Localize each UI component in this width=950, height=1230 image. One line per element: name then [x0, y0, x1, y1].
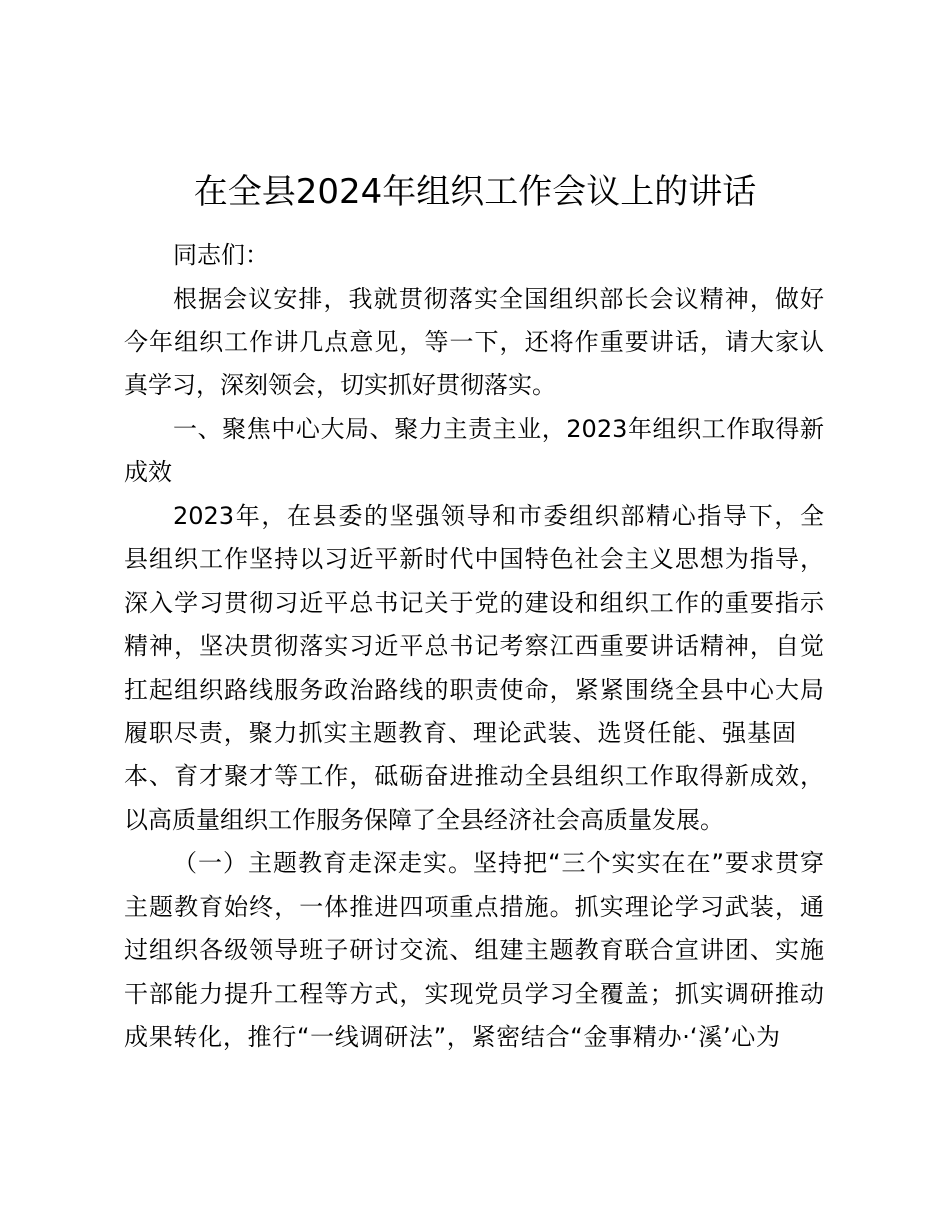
section-heading: 一、聚焦中心大局、聚力主责主业，2023年组织工作取得新: [173, 415, 824, 443]
paragraph-line: （一）主题教育走深走实。坚持把“三个实实在在”要求贯穿: [173, 849, 824, 877]
paragraph-line: 以高质量组织工作服务保障了全县经济社会高质量发展。: [124, 806, 724, 834]
document-title: 在全县2024年组织工作会议上的讲话: [193, 172, 757, 212]
salutation: 同志们：: [173, 241, 269, 269]
paragraph-line: 履职尽责，聚力抓实主题教育、理论武装、选贤任能、强基固: [124, 719, 796, 747]
paragraph-line: 主题教育始终，一体推进四项重点措施。抓实理论学习武装，通: [124, 893, 824, 921]
paragraph-line: 深入学习贯彻习近平总书记关于党的建设和组织工作的重要指示: [124, 589, 824, 617]
paragraph-line: 县组织工作坚持以习近平新时代中国特色社会主义思想为指导，: [124, 545, 824, 573]
paragraph-line: 成果转化，推行“一线调研法”，紧密结合“金事精办·‘溪’心为: [124, 1023, 780, 1051]
paragraph-line: 根据会议安排，我就贯彻落实全国组织部长会议精神，做好: [173, 285, 824, 313]
paragraph-line: 2023年，在县委的坚强领导和市委组织部精心指导下，全: [173, 502, 824, 530]
paragraph-line: 扛起组织路线服务政治路线的职责使命，紧紧围绕全县中心大局: [124, 676, 824, 704]
section-heading: 成效: [124, 458, 172, 486]
paragraph-line: 精神，坚决贯彻落实习近平总书记考察江西重要讲话精神，自觉: [124, 632, 824, 660]
paragraph-line: 本、育才聚才等工作，砥砺奋进推动全县组织工作取得新成效，: [124, 762, 824, 790]
paragraph-line: 过组织各级领导班子研讨交流、组建主题教育联合宣讲团、实施: [124, 936, 824, 964]
paragraph-line: 干部能力提升工程等方式，实现党员学习全覆盖；抓实调研推动: [124, 980, 824, 1008]
paragraph-line: 真学习，深刻领会，切实抓好贯彻落实。: [124, 371, 556, 399]
paragraph-line: 今年组织工作讲几点意见，等一下，还将作重要讲话，请大家认: [124, 328, 824, 356]
